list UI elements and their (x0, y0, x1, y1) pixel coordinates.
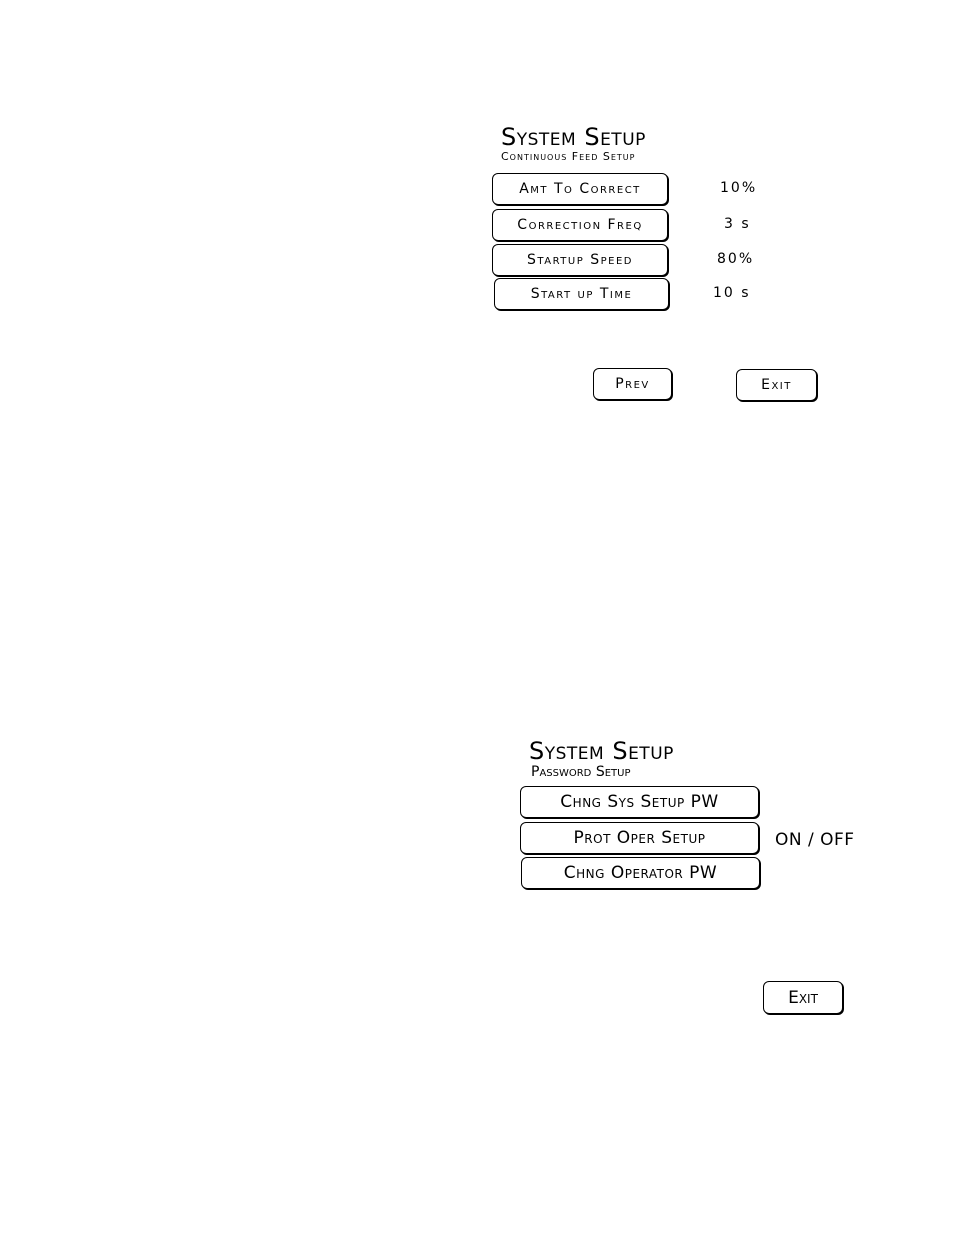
chng-operator-pw-button[interactable]: Chng Operator PW (521, 857, 760, 889)
chng-sys-setup-pw-button[interactable]: Chng Sys Setup PW (520, 786, 759, 818)
startup-speed-value: 80% (717, 251, 755, 267)
screen-title: System Setup (501, 123, 646, 151)
amt-to-correct-button[interactable]: Amt To Correct (492, 173, 668, 205)
startup-time-button[interactable]: Start up Time (494, 278, 669, 310)
startup-time-value: 10 s (713, 285, 751, 301)
screen-subtitle: Password Setup (531, 764, 631, 780)
correction-freq-value: 3 s (724, 216, 751, 232)
startup-speed-button[interactable]: Startup Speed (492, 244, 668, 276)
amt-to-correct-value: 10% (720, 180, 758, 196)
screen-title: System Setup (529, 737, 674, 765)
exit-button[interactable]: Exit (736, 369, 817, 401)
screen-subtitle: Continuous Feed Setup (501, 150, 636, 163)
prot-oper-setup-value: ON / OFF (775, 830, 855, 850)
exit-button[interactable]: Exit (763, 981, 843, 1014)
correction-freq-button[interactable]: Correction Freq (492, 209, 668, 241)
prot-oper-setup-button[interactable]: Prot Oper Setup (520, 822, 759, 854)
prev-button[interactable]: Prev (593, 368, 672, 400)
